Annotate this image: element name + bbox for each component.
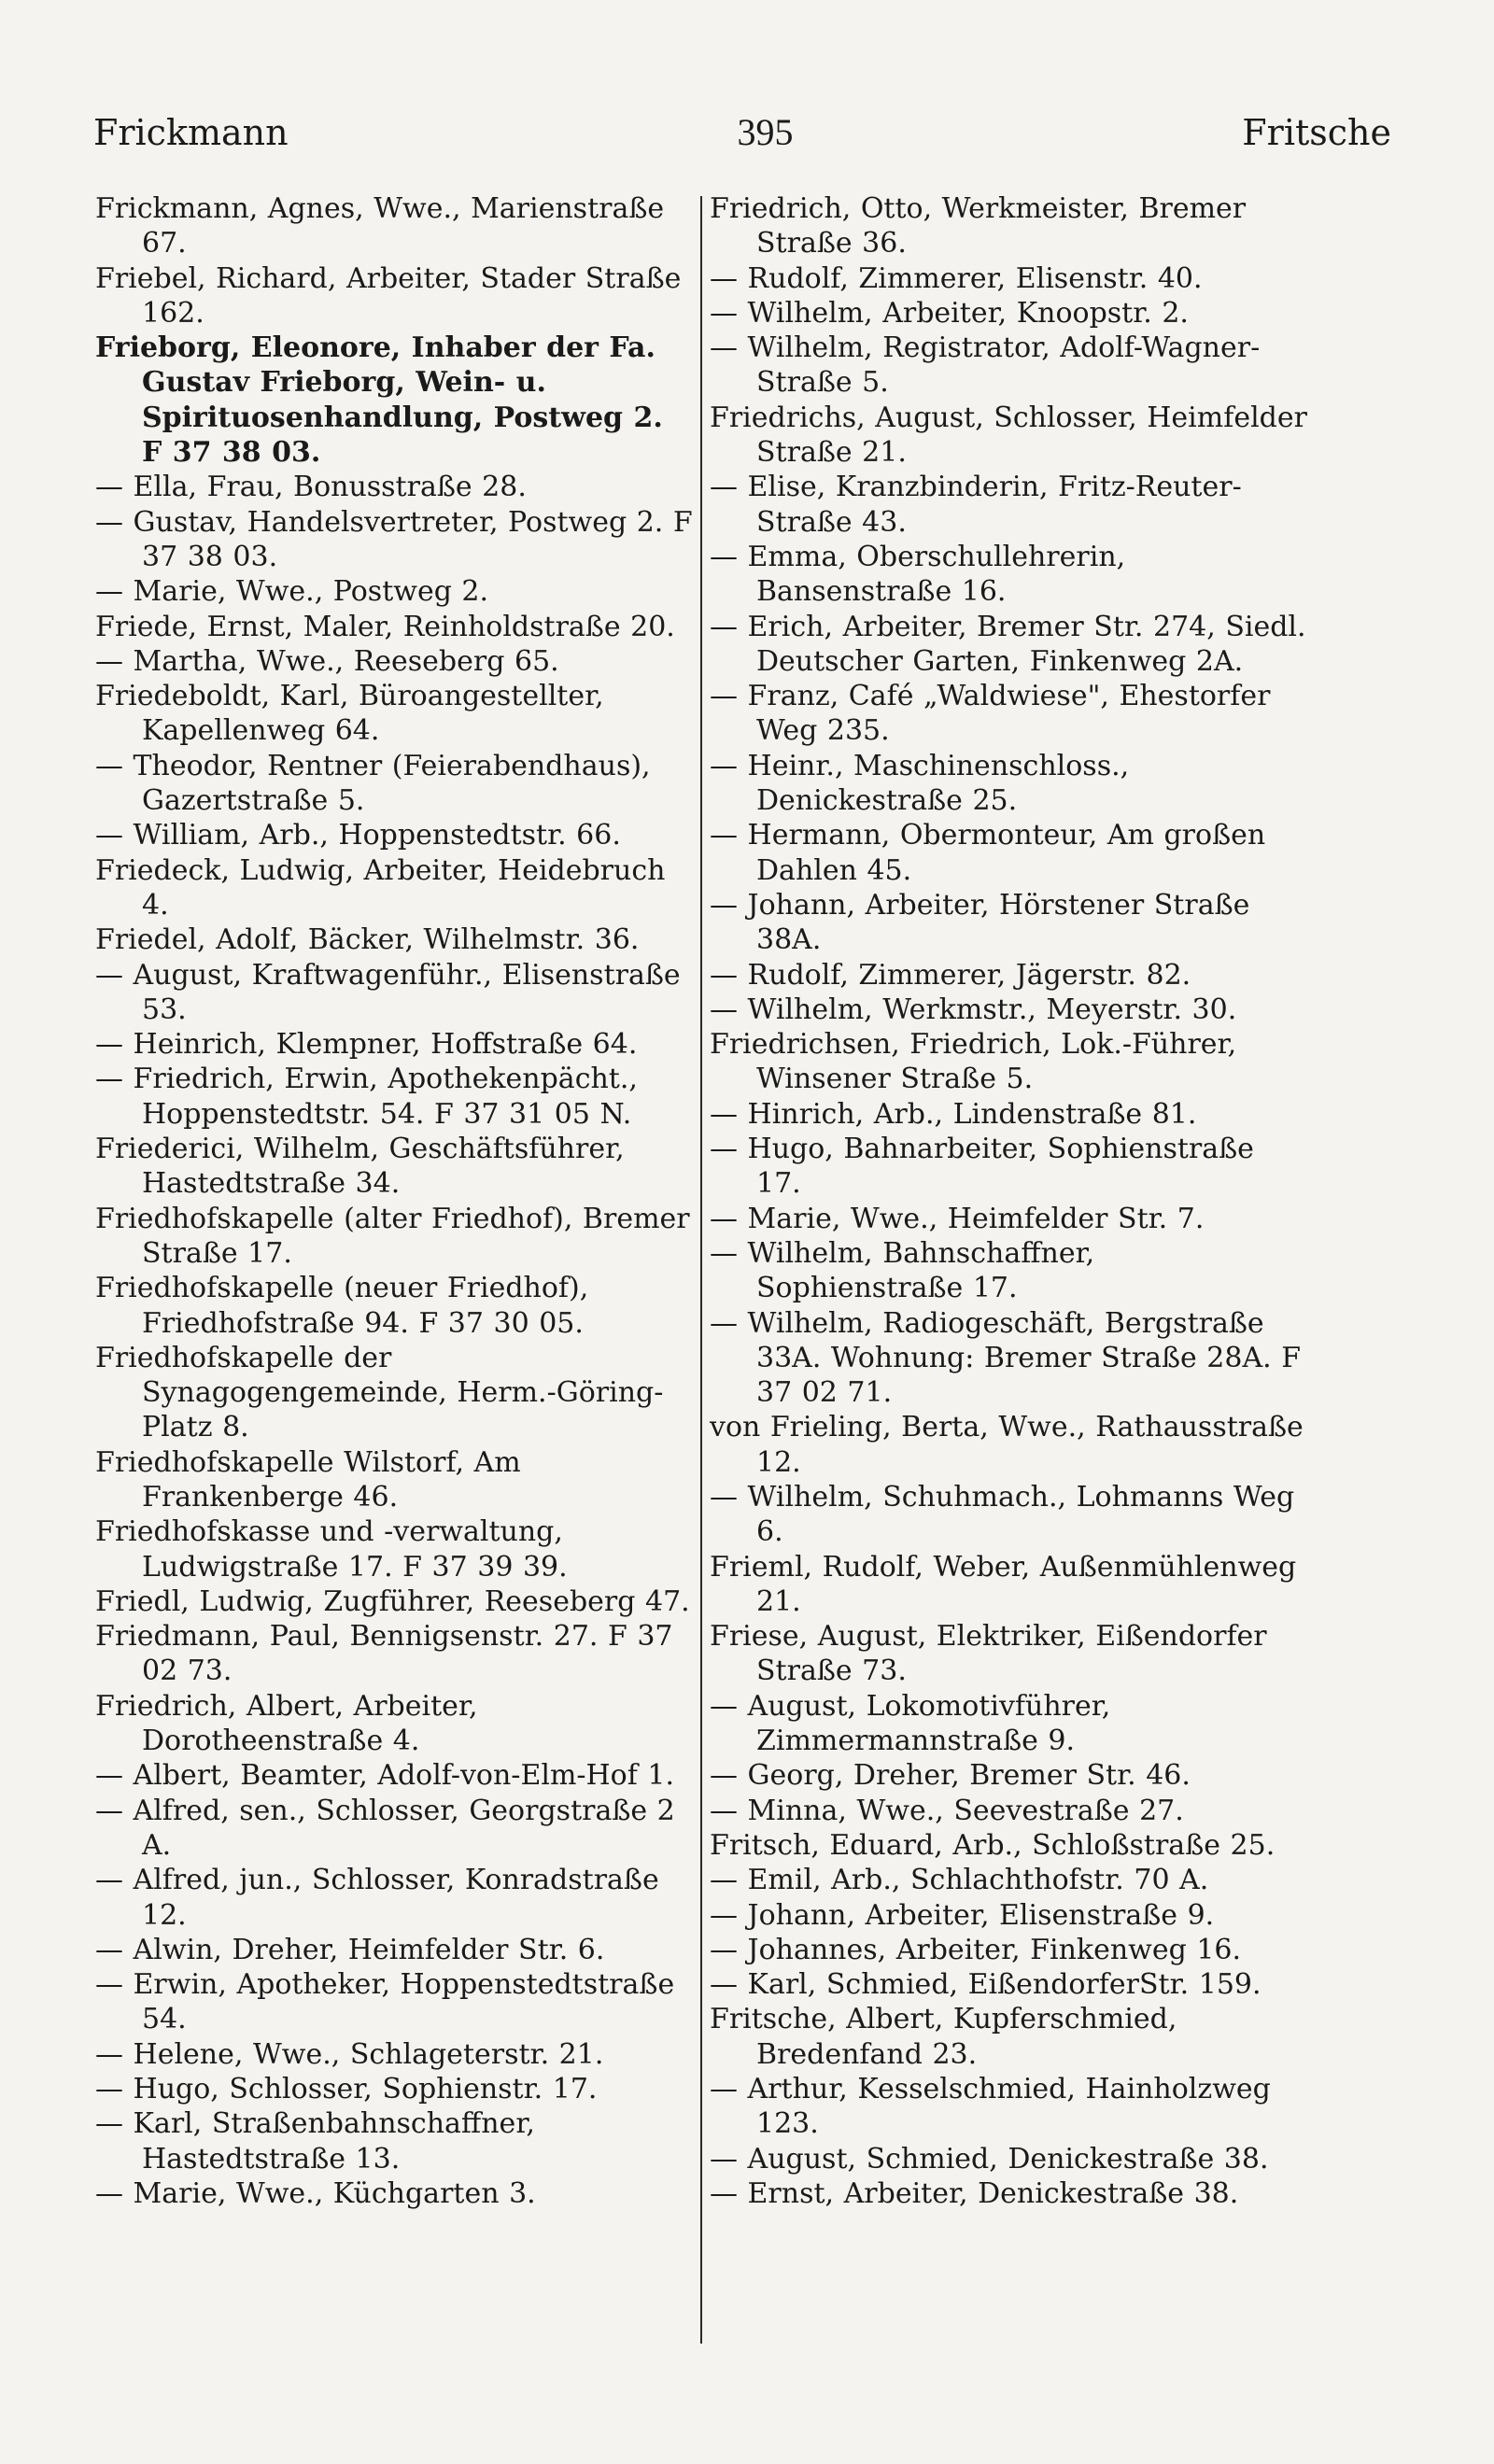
directory-entry: — Friedrich, Erwin, Apothekenpächt., Hoppenstedtstr. 54. F 37 31 05 N. <box>95 1063 638 1131</box>
directory-entry: Friedrich, Otto, Werkmeister, Bremer Straße 36. <box>710 192 1247 260</box>
directory-entry: — Emma, Oberschullehrerin, Bansenstraße 16. <box>710 540 1126 609</box>
directory-entry: Friedhofskapelle (alter Friedhof), Bremer Straße 17. <box>95 1202 690 1270</box>
directory-entry: Friederici, Wilhelm, Geschäftsführer, Hastedtstraße 34. <box>95 1133 625 1201</box>
directory-entry: Friedhofskapelle der Synagogengemeinde, Herm.-Göring-Platz 8. <box>95 1341 664 1444</box>
directory-entry: — Alfred, sen., Schlosser, Georgstraße 2 A. <box>95 1794 675 1862</box>
directory-entry: — Johannes, Arbeiter, Finkenweg 16. <box>710 1933 1242 1966</box>
directory-entry: — Wilhelm, Schuhmach., Lohmanns Weg 6. <box>710 1480 1295 1549</box>
directory-entry: — Wilhelm, Werkmstr., Meyerstr. 30. <box>710 993 1237 1026</box>
directory-entry: — August, Lokomotivführer, Zimmermannstraße 9. <box>710 1689 1111 1758</box>
directory-entry: — Rudolf, Zimmerer, Jägerstr. 82. <box>710 958 1191 992</box>
directory-entry: Friese, August, Elektriker, Eißendorfer Straße 73. <box>710 1620 1267 1688</box>
directory-entry: — Marie, Wwe., Postweg 2. <box>95 575 489 609</box>
page-number: 395 <box>737 111 794 153</box>
header-right-keyword: Fritsche <box>1242 112 1391 153</box>
directory-entry: Frieborg, Eleonore, Inhaber der Fa. Gustav Frieborg, Wein- u. Spirituosenhandlung, Postweg 2. F 37 38 03. <box>95 331 663 470</box>
column-divider <box>700 196 702 2344</box>
directory-entry: — Helene, Wwe., Schlageterstr. 21. <box>95 2037 604 2071</box>
directory-entry: — Martha, Wwe., Reeseberg 65. <box>95 644 559 678</box>
directory-entry: — Minna, Wwe., Seevestraße 27. <box>710 1794 1184 1827</box>
directory-entry: Friedeck, Ludwig, Arbeiter, Heidebruch 4. <box>95 853 666 922</box>
directory-entry: Friedhofskasse und -verwaltung, Ludwigstraße 17. F 37 39 39. <box>95 1515 568 1584</box>
directory-entry: — Johann, Arbeiter, Hörstener Straße 38A. <box>710 888 1250 957</box>
directory-entry: — Albert, Beamter, Adolf-von-Elm-Hof 1. <box>95 1759 675 1793</box>
directory-entry: — Arthur, Kesselschmied, Hainholzweg 123. <box>710 2073 1271 2141</box>
directory-entry: Friedmann, Paul, Bennigsenstr. 27. F 37 02 73. <box>95 1620 673 1688</box>
directory-entry: Friedel, Adolf, Bäcker, Wilhelmstr. 36. <box>95 923 640 957</box>
directory-entry: — Alfred, jun., Schlosser, Konradstraße 12. <box>95 1864 659 1932</box>
directory-entry: Friedeboldt, Karl, Büroangestellter, Kapellenweg 64. <box>95 680 604 748</box>
directory-entry: — Marie, Wwe., Küchgarten 3. <box>95 2176 536 2210</box>
directory-entry: — Wilhelm, Registrator, Adolf-Wagner-Straße 5. <box>710 331 1261 400</box>
directory-entry: — Hugo, Schlosser, Sophienstr. 17. <box>95 2073 598 2106</box>
directory-entry: Friedhofskapelle (neuer Friedhof), Friedhofstraße 94. F 37 30 05. <box>95 1272 589 1340</box>
right-column <box>710 191 1307 2211</box>
directory-entry: Friebel, Richard, Arbeiter, Stader Straße 162. <box>95 261 682 330</box>
directory-entry: — Hinrich, Arb., Lindenstraße 81. <box>710 1097 1197 1131</box>
directory-entry: — August, Schmied, Denickestraße 38. <box>710 2142 1269 2175</box>
directory-entry: — Erich, Arbeiter, Bremer Str. 274, Siedl. Deutscher Garten, Finkenweg 2A. <box>710 610 1306 678</box>
directory-entry: — Alwin, Dreher, Heimfelder Str. 6. <box>95 1933 605 1966</box>
directory-entry: Friedhofskapelle Wilstorf, Am Frankenberge 46. <box>95 1445 521 1514</box>
directory-entry: — Wilhelm, Bahnschaffner, Sophienstraße 17. <box>710 1236 1095 1305</box>
directory-entry: — William, Arb., Hoppenstedtstr. 66. <box>95 819 621 852</box>
directory-entry: — Hugo, Bahnarbeiter, Sophienstraße 17. <box>710 1133 1254 1201</box>
directory-entry: — Ernst, Arbeiter, Denickestraße 38. <box>710 2176 1239 2210</box>
directory-entry: — Emil, Arb., Schlachthofstr. 70 A. <box>710 1864 1209 1897</box>
directory-entry: Friedrich, Albert, Arbeiter, Dorotheenstraße 4. <box>95 1689 478 1758</box>
directory-entry: — Wilhelm, Arbeiter, Knoopstr. 2. <box>710 296 1189 330</box>
directory-entry: — Theodor, Rentner (Feierabendhaus), Gazertstraße 5. <box>95 749 651 818</box>
directory-entry: — Rudolf, Zimmerer, Elisenstr. 40. <box>710 261 1203 295</box>
directory-entry: Frieml, Rudolf, Weber, Außenmühlenweg 21. <box>710 1550 1297 1618</box>
directory-entry: — August, Kraftwagenführ., Elisenstraße 53. <box>95 958 681 1026</box>
directory-entry: Frickmann, Agnes, Wwe., Marienstraße 67. <box>95 192 665 260</box>
directory-entry: — Heinr., Maschinenschloss., Denickestraße 25. <box>710 749 1130 818</box>
directory-entry: — Wilhelm, Radiogeschäft, Bergstraße 33A. Wohnung: Bremer Straße 28A. F 37 02 71. <box>710 1306 1302 1410</box>
directory-entry: Friedrichs, August, Schlosser, Heimfelder Straße 21. <box>710 401 1307 470</box>
directory-entry: — Hermann, Obermonteur, Am großen Dahlen 45. <box>710 819 1266 887</box>
directory-entry: — Elise, Kranzbinderin, Fritz-Reuter-Straße 43. <box>710 471 1242 539</box>
directory-entry: Friede, Ernst, Maler, Reinholdstraße 20. <box>95 610 675 643</box>
directory-entry: — Karl, Schmied, EißendorferStr. 159. <box>710 1968 1261 2002</box>
directory-entry: — Marie, Wwe., Heimfelder Str. 7. <box>710 1202 1205 1235</box>
header-left-keyword: Frickmann <box>93 112 289 153</box>
directory-entry: Fritsche, Albert, Kupferschmied, Bredenfand 23. <box>710 2003 1177 2071</box>
directory-entry: — Georg, Dreher, Bremer Str. 46. <box>710 1759 1191 1793</box>
directory-entry: — Johann, Arbeiter, Elisenstraße 9. <box>710 1898 1215 1932</box>
directory-entry: — Franz, Café „Waldwiese", Ehestorfer Weg 235. <box>710 680 1271 748</box>
directory-entry: — Ella, Frau, Bonusstraße 28. <box>95 471 527 504</box>
directory-entry: von Frieling, Berta, Wwe., Rathausstraße 12. <box>710 1411 1304 1479</box>
directory-entry: Friedrichsen, Friedrich, Lok.-Führer, Winsener Straße 5. <box>710 1028 1237 1096</box>
page-header <box>93 110 1391 166</box>
left-column <box>95 191 693 2211</box>
directory-entry: Friedl, Ludwig, Zugführer, Reeseberg 47. <box>95 1584 690 1618</box>
directory-entry: — Gustav, Handelsvertreter, Postweg 2. F 37 38 03. <box>95 505 693 573</box>
directory-entry: — Karl, Straßenbahnschaffner, Hastedtstraße 13. <box>95 2107 535 2175</box>
directory-entry: Fritsch, Eduard, Arb., Schloßstraße 25. <box>710 1828 1276 1862</box>
directory-entry: — Erwin, Apotheker, Hoppenstedtstraße 54. <box>95 1968 675 2036</box>
directory-entry: — Heinrich, Klempner, Hoffstraße 64. <box>95 1028 638 1062</box>
